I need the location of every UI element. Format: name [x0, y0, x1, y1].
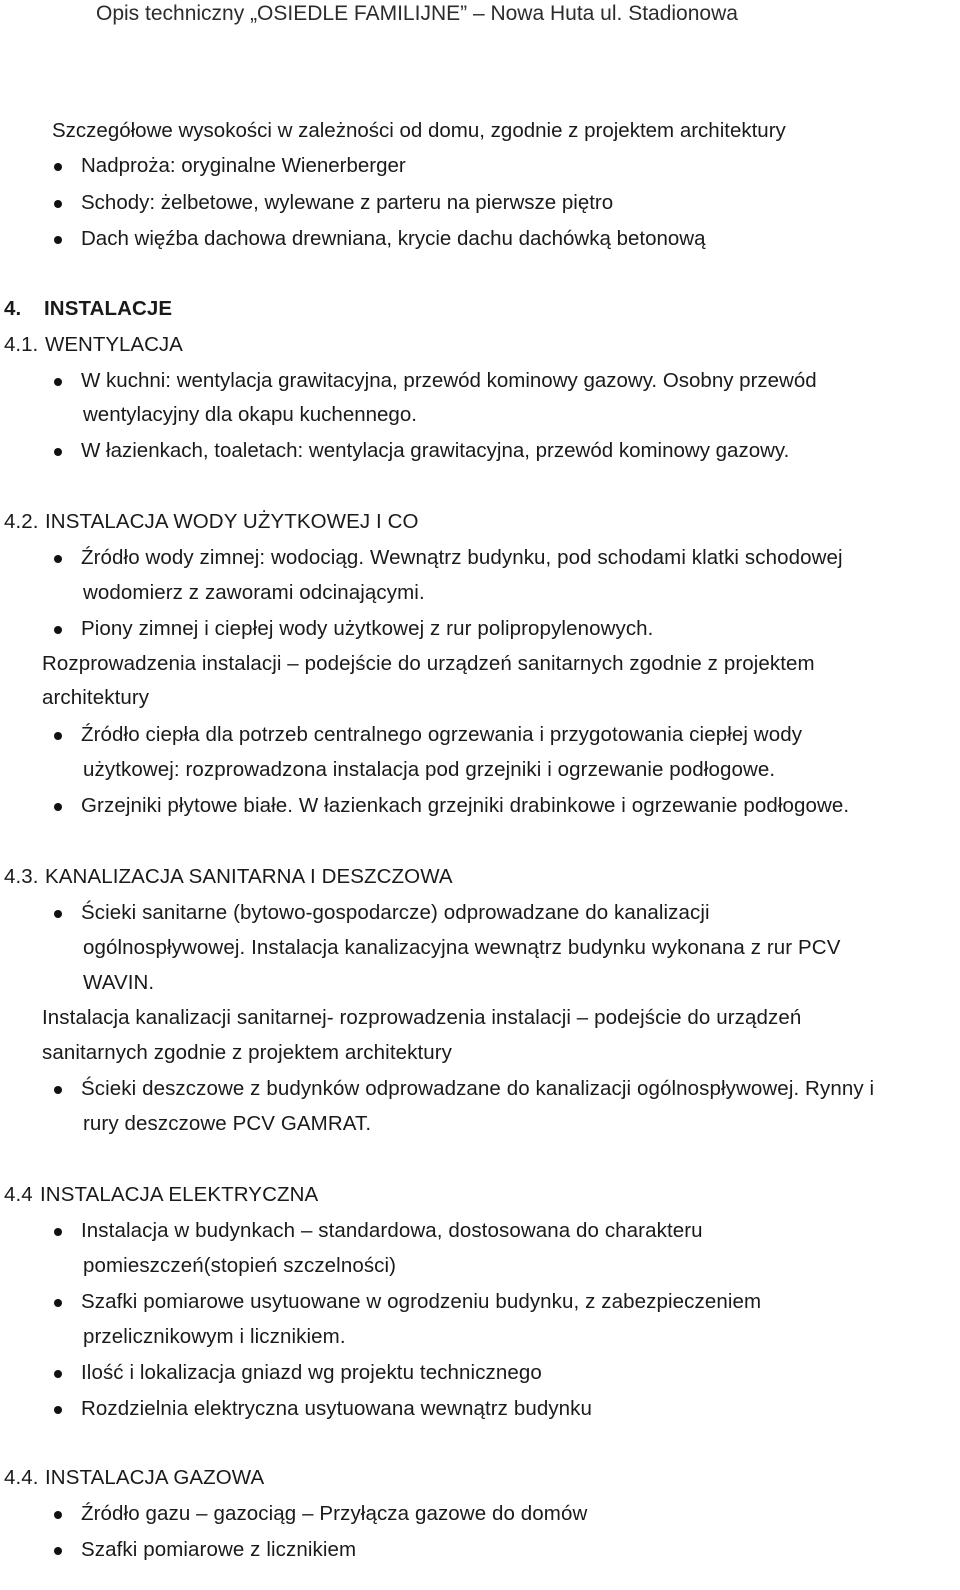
- bullet-icon: [54, 732, 62, 740]
- bullet-icon: [54, 1299, 62, 1307]
- subsection-title: WENTYLACJA: [45, 333, 183, 356]
- subsection-title: KANALIZACJA SANITARNA I DESZCZOWA: [45, 865, 453, 888]
- bullet-icon: [54, 803, 62, 811]
- bullet-icon: [54, 910, 62, 918]
- section-title: INSTALACJE: [44, 297, 173, 320]
- bullet-icon: [54, 200, 62, 208]
- list-item: Ścieki sanitarne (bytowo-gospodarcze) odprowadzane do kanalizacji: [81, 901, 710, 924]
- bullet-icon: [54, 1406, 62, 1414]
- paragraph: Instalacja kanalizacji sanitarnej- rozprowadzenia instalacji – podejście do urządzeń: [42, 1006, 802, 1029]
- subsection-heading: [4, 865, 453, 889]
- paragraph: Rozprowadzenia instalacji – podejście do urządzeń sanitarnych zgodnie z projektem: [42, 652, 815, 675]
- list-item: Dach więźba dachowa drewniana, krycie dachu dachówką betonową: [81, 227, 706, 250]
- bullet-icon: [54, 1228, 62, 1236]
- bullet-icon: [54, 555, 62, 563]
- list-item: Schody: żelbetowe, wylewane z parteru na pierwsze piętro: [81, 191, 614, 214]
- subsection-number: 4.1.: [4, 333, 39, 356]
- subsection-heading: [4, 510, 419, 534]
- list-item: Szafki pomiarowe z licznikiem: [81, 1538, 357, 1561]
- subsection-title: INSTALACJA WODY UŻYTKOWEJ I CO: [45, 510, 419, 533]
- paragraph-continuation: sanitarnych zgodnie z projektem architektury: [42, 1041, 453, 1064]
- list-item-continuation: użytkowej: rozprowadzona instalacja pod grzejniki i ogrzewanie podłogowe.: [83, 758, 776, 781]
- section-heading: [4, 297, 172, 321]
- bullet-icon: [54, 378, 62, 386]
- bullet-icon: [54, 626, 62, 634]
- list-item: Piony zimnej i ciepłej wody użytkowej z rur polipropylenowych.: [81, 617, 654, 640]
- bullet-icon: [54, 1511, 62, 1519]
- list-item-continuation: wentylacyjny dla okapu kuchennego.: [83, 403, 417, 426]
- list-item: W łazienkach, toaletach: wentylacja grawitacyjna, przewód kominowy gazowy.: [81, 439, 790, 462]
- bullet-icon: [54, 236, 62, 244]
- subsection-heading: [4, 333, 183, 357]
- subsection-heading: [4, 1183, 318, 1207]
- subsection-title: INSTALACJA GAZOWA: [45, 1466, 265, 1489]
- bullet-icon: [54, 448, 62, 456]
- paragraph-continuation: architektury: [42, 686, 150, 709]
- subsection-number: 4.4.: [4, 1466, 39, 1489]
- list-item: W kuchni: wentylacja grawitacyjna, przewód kominowy gazowy. Osobny przewód: [81, 369, 817, 392]
- list-item: Rozdzielnia elektryczna usytuowana wewnątrz budynku: [81, 1397, 593, 1420]
- list-item-continuation: przelicznikowym i licznikiem.: [83, 1325, 346, 1348]
- list-item: Źródło gazu – gazociąg – Przyłącza gazowe do domów: [81, 1502, 588, 1525]
- bullet-icon: [54, 1547, 62, 1555]
- list-item-continuation: ogólnospływowej. Instalacja kanalizacyjna wewnątrz budynku wykonana z rur PCV: [83, 936, 841, 959]
- subsection-number: 4.4: [4, 1183, 33, 1206]
- list-item: Grzejniki płytowe białe. W łazienkach grzejniki drabinkowe i ogrzewanie podłogowe.: [81, 794, 850, 817]
- list-item-continuation: WAVIN.: [83, 971, 155, 994]
- subsection-heading: [4, 1466, 264, 1490]
- list-item: Ścieki deszczowe z budynków odprowadzane do kanalizacji ogólnospływowej. Rynny i: [81, 1077, 875, 1100]
- list-item: Źródło ciepła dla potrzeb centralnego ogrzewania i przygotowania ciepłej wody: [81, 723, 803, 746]
- list-item: Nadproża: oryginalne Wienerberger: [81, 154, 406, 177]
- section-number: 4.: [4, 297, 22, 320]
- list-item: Instalacja w budynkach – standardowa, dostosowana do charakteru: [81, 1219, 703, 1242]
- list-item-continuation: rury deszczowe PCV GAMRAT.: [83, 1112, 372, 1135]
- list-item-continuation: wodomierz z zaworami odcinającymi.: [83, 581, 425, 604]
- subsection-title: INSTALACJA ELEKTRYCZNA: [40, 1183, 319, 1206]
- list-item-continuation: pomieszczeń(stopień szczelności): [83, 1254, 397, 1277]
- bullet-icon: [54, 1370, 62, 1378]
- list-item: Szafki pomiarowe usytuowane w ogrodzeniu budynku, z zabezpieczeniem: [81, 1290, 762, 1313]
- list-item: Źródło wody zimnej: wodociąg. Wewnątrz budynku, pod schodami klatki schodowej: [81, 546, 843, 569]
- bullet-icon: [54, 1086, 62, 1094]
- list-item: Ilość i lokalizacja gniazd wg projektu technicznego: [81, 1361, 542, 1384]
- subsection-number: 4.2.: [4, 510, 39, 533]
- bullet-icon: [54, 163, 62, 171]
- heights-note: Szczegółowe wysokości w zależności od domu, zgodnie z projektem architektury: [52, 119, 786, 142]
- subsection-number: 4.3.: [4, 865, 39, 888]
- page-header: Opis techniczny „OSIEDLE FAMILIJNE” – Nowa Huta ul. Stadionowa: [96, 2, 738, 25]
